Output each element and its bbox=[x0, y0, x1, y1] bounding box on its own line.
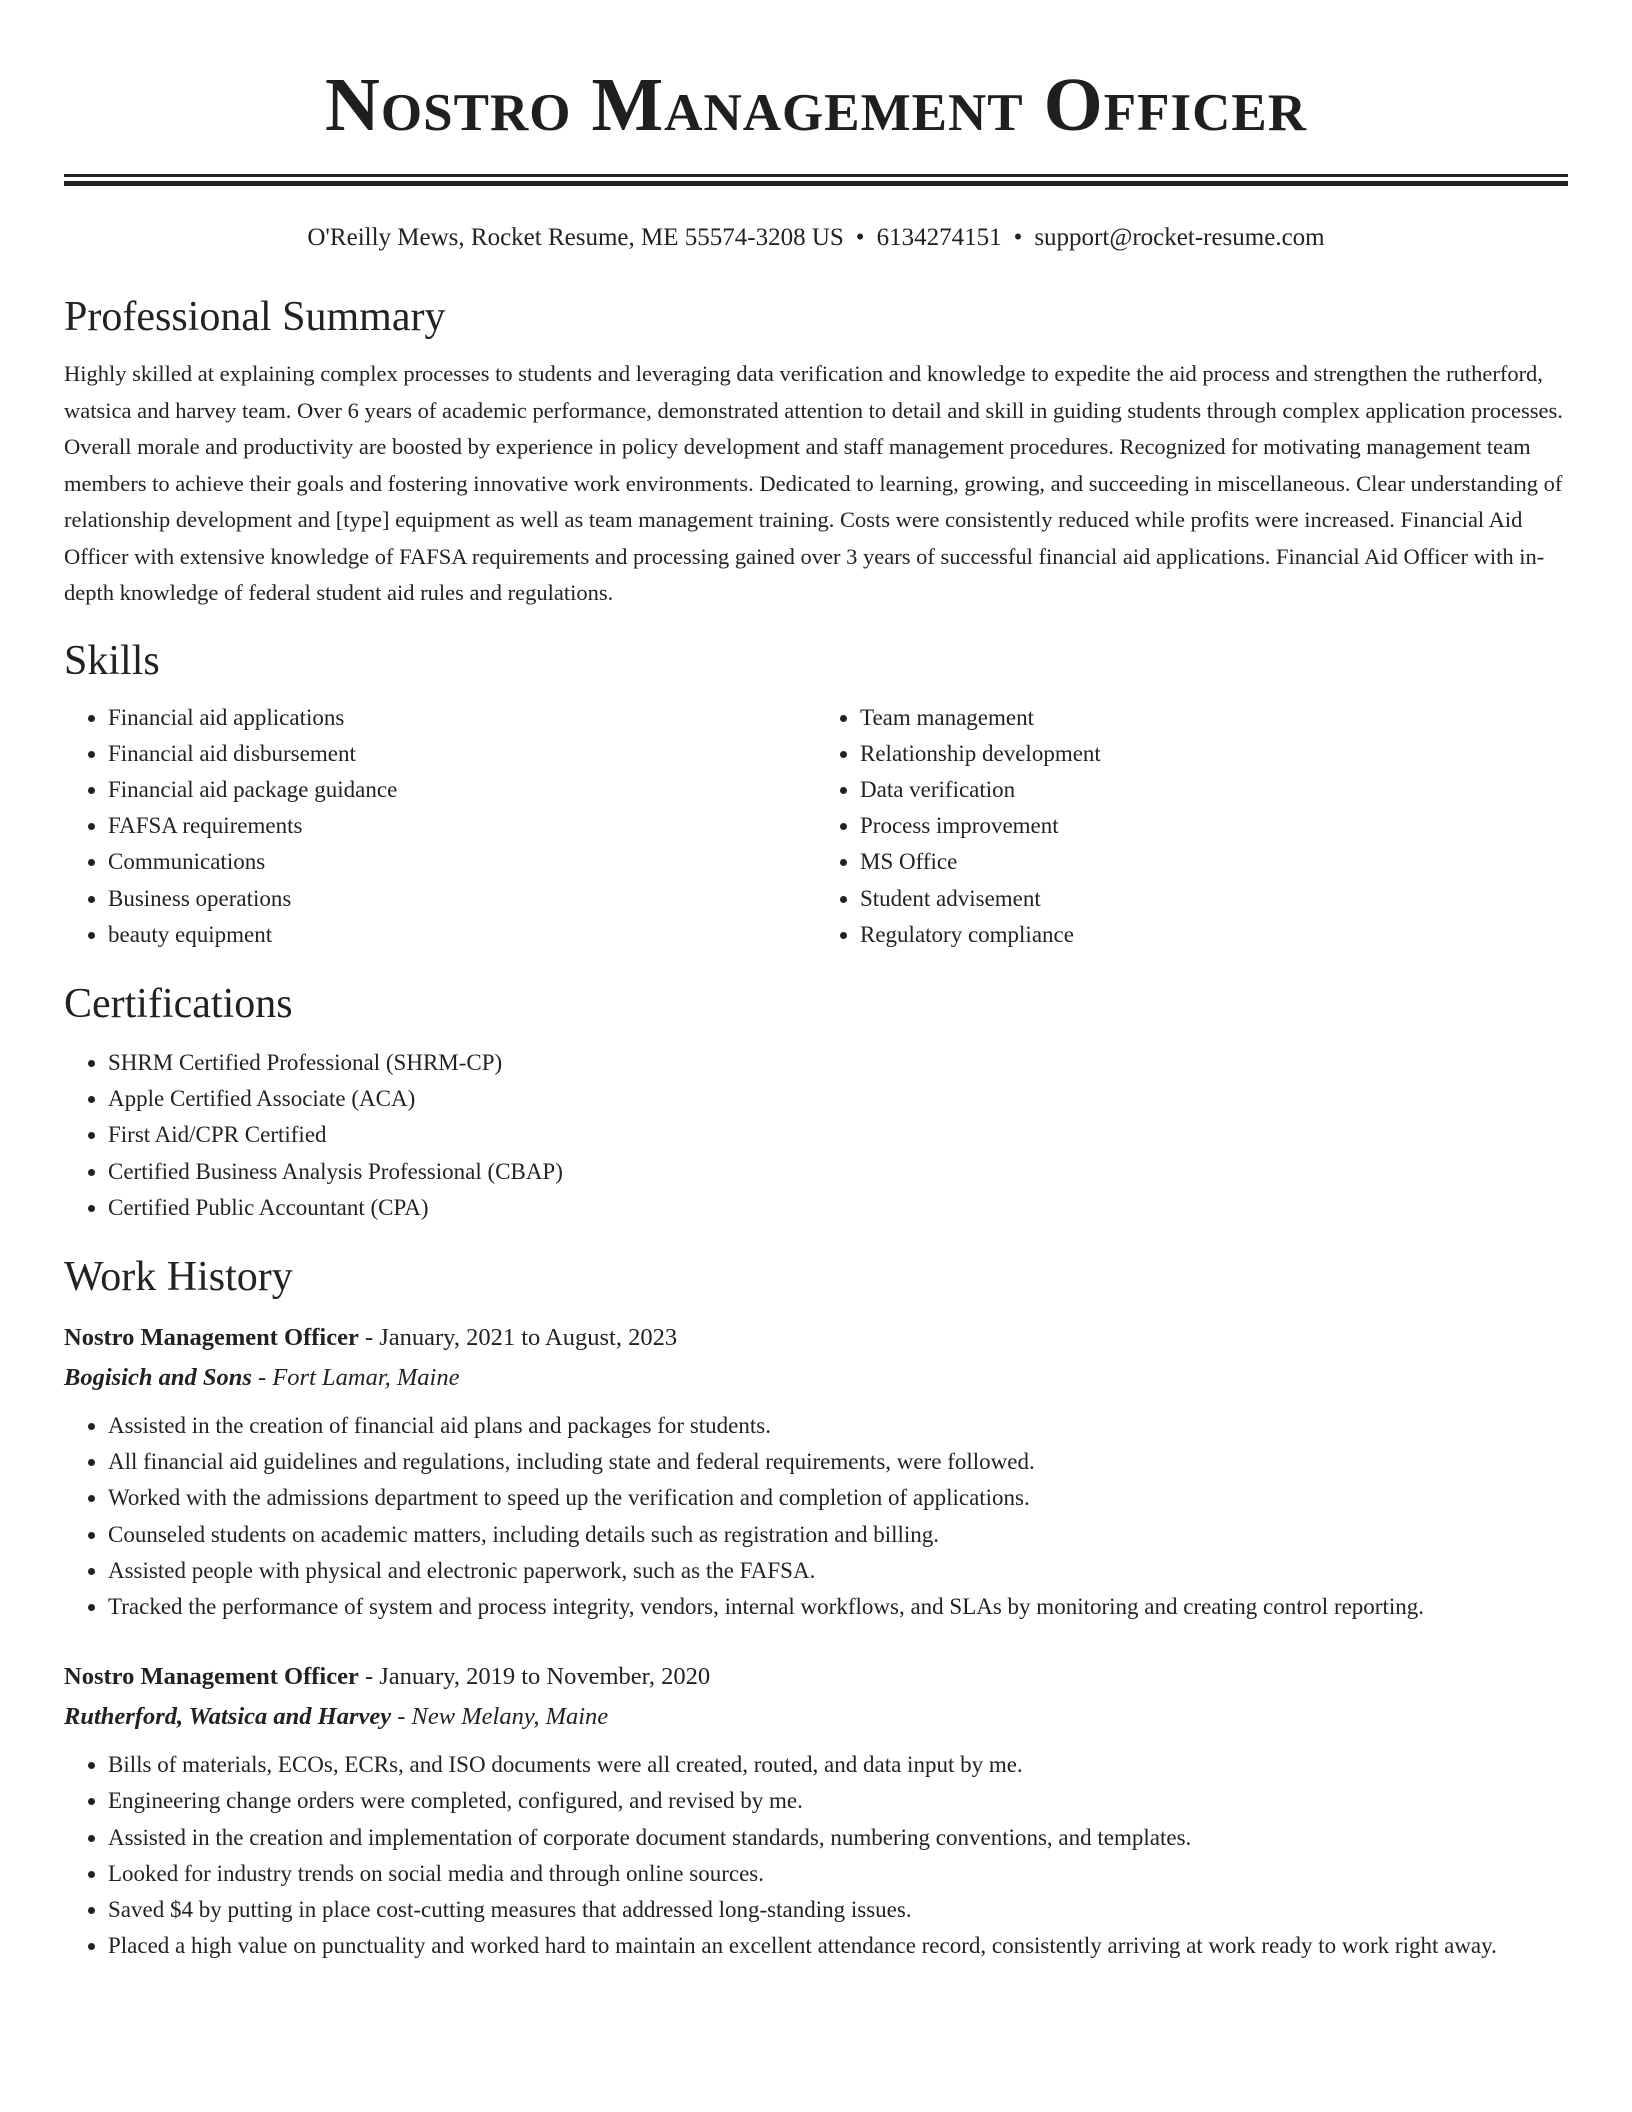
skill-item: • Regulatory compliance bbox=[860, 917, 1568, 953]
job-bullets bbox=[64, 1408, 1568, 1625]
skill-item: • MS Office bbox=[860, 844, 1568, 880]
contact-line bbox=[64, 222, 1568, 254]
header-divider bbox=[64, 174, 1568, 186]
skill-item: • FAFSA requirements bbox=[108, 808, 816, 844]
certification-item: • Certified Public Accountant (CPA) bbox=[108, 1190, 1568, 1226]
skills-list-left bbox=[64, 700, 816, 953]
job-bullets bbox=[64, 1747, 1568, 1964]
job-company: Rutherford, Watsica and Harvey bbox=[64, 1703, 392, 1731]
job-entry bbox=[64, 1318, 1568, 1625]
skill-item: • Team management bbox=[860, 700, 1568, 736]
skill-item: • Financial aid applications bbox=[108, 700, 816, 736]
job-location: - Fort Lamar, Maine bbox=[251, 1363, 460, 1391]
job-bullet: • Bills of materials, ECOs, ECRs, and ISO documents were all created, routed, and data input by me. bbox=[108, 1747, 1568, 1783]
job-company-line bbox=[64, 1358, 1568, 1398]
job-bullet: • Worked with the admissions department to speed up the verification and completion of applications. bbox=[108, 1480, 1568, 1516]
job-company-line bbox=[64, 1697, 1568, 1737]
contact-separator: • bbox=[855, 224, 865, 251]
certification-item: • First Aid/CPR Certified bbox=[108, 1117, 1568, 1153]
contact-address: O'Reilly Mews, Rocket Resume, ME 55574-3208 US bbox=[307, 224, 844, 251]
skills-columns bbox=[64, 700, 1568, 953]
job-title: Nostro Management Officer bbox=[64, 1663, 359, 1691]
job-bullet: • Saved $4 by putting in place cost-cutting measures that addressed long-standing issues. bbox=[108, 1892, 1568, 1928]
job-bullet: • Assisted people with physical and electronic paperwork, such as the FAFSA. bbox=[108, 1553, 1568, 1589]
skills-list-right bbox=[816, 700, 1568, 953]
contact-phone: 6134274151 bbox=[876, 224, 1002, 251]
contact-separator: • bbox=[1013, 224, 1023, 251]
skill-item: • Financial aid package guidance bbox=[108, 772, 816, 808]
job-bullet: • Assisted in the creation of financial aid plans and packages for students. bbox=[108, 1408, 1568, 1444]
skill-item: • Student advisement bbox=[860, 881, 1568, 917]
summary-section bbox=[64, 292, 1568, 612]
contact-email: support@rocket-resume.com bbox=[1034, 224, 1325, 251]
job-bullet: • Looked for industry trends on social media and through online sources. bbox=[108, 1856, 1568, 1892]
job-title-line bbox=[64, 1318, 1568, 1358]
skill-item: • beauty equipment bbox=[108, 917, 816, 953]
skill-item: • Business operations bbox=[108, 881, 816, 917]
job-title: Nostro Management Officer bbox=[64, 1323, 359, 1351]
job-bullet: • Placed a high value on punctuality and worked hard to maintain an excellent attendance record, consistently arriving at work ready to work right away. bbox=[108, 1928, 1568, 1964]
job-dates: - January, 2021 to August, 2023 bbox=[358, 1323, 678, 1351]
section-heading-work-history: Work History bbox=[64, 1253, 293, 1300]
job-location: - New Melany, Maine bbox=[391, 1703, 609, 1731]
job-bullet: • Engineering change orders were completed, configured, and revised by me. bbox=[108, 1783, 1568, 1819]
job-entry bbox=[64, 1657, 1568, 1964]
job-company: Bogisich and Sons bbox=[64, 1363, 252, 1391]
section-heading-certifications: Certifications bbox=[64, 980, 293, 1027]
skill-item: • Relationship development bbox=[860, 736, 1568, 772]
skills-section bbox=[64, 636, 1568, 953]
job-bullet: • Assisted in the creation and implementation of corporate document standards, numbering conventions, and templates. bbox=[108, 1820, 1568, 1856]
certifications-list bbox=[64, 1045, 1568, 1226]
skill-item: • Financial aid disbursement bbox=[108, 736, 816, 772]
section-heading-summary: Professional Summary bbox=[64, 294, 446, 340]
section-heading-skills: Skills bbox=[64, 637, 160, 684]
job-dates: - January, 2019 to November, 2020 bbox=[358, 1663, 711, 1691]
job-bullet: • Tracked the performance of system and process integrity, vendors, internal workflows, and SLAs by monitoring and creating control reporting. bbox=[108, 1589, 1568, 1625]
certification-item: • SHRM Certified Professional (SHRM-CP) bbox=[108, 1045, 1568, 1081]
job-bullet: • Counseled students on academic matters, including details such as registration and billing. bbox=[108, 1517, 1568, 1553]
certification-item: • Apple Certified Associate (ACA) bbox=[108, 1081, 1568, 1117]
summary-text: Highly skilled at explaining complex processes to students and leveraging data verification and knowledge to expedite the aid process and strengthen the rutherford, watsica and harvey team. Over 6 years of academic performance, demonstrated attention to detail and skill in guiding students through complex application processes. Overall morale and productivity are boosted by experience in policy development and staff management procedures. Recognized for motivating management team members to achieve their goals and fostering innovative work environments. Dedicated to learning, growing, and succeeding in miscellaneous. Clear understanding of relationship development and [type] equipment as well as team management training. Costs were consistently reduced while profits were increased. Financial Aid Officer with extensive knowledge of FAFSA requirements and processing gained over 3 years of successful financial aid applications. Financial Aid Officer with in-depth knowledge of federal student aid rules and regulations. bbox=[64, 361, 1563, 605]
skill-item: • Process improvement bbox=[860, 808, 1568, 844]
candidate-name: Nostro Management Officer bbox=[325, 63, 1307, 147]
certification-item: • Certified Business Analysis Professional (CBAP) bbox=[108, 1154, 1568, 1190]
work-history-section bbox=[64, 1252, 1568, 1964]
job-bullet: • All financial aid guidelines and regulations, including state and federal requirements, were followed. bbox=[108, 1444, 1568, 1480]
job-title-line bbox=[64, 1657, 1568, 1697]
skill-item: • Data verification bbox=[860, 772, 1568, 808]
certifications-section bbox=[64, 979, 1568, 1226]
skill-item: • Communications bbox=[108, 844, 816, 880]
